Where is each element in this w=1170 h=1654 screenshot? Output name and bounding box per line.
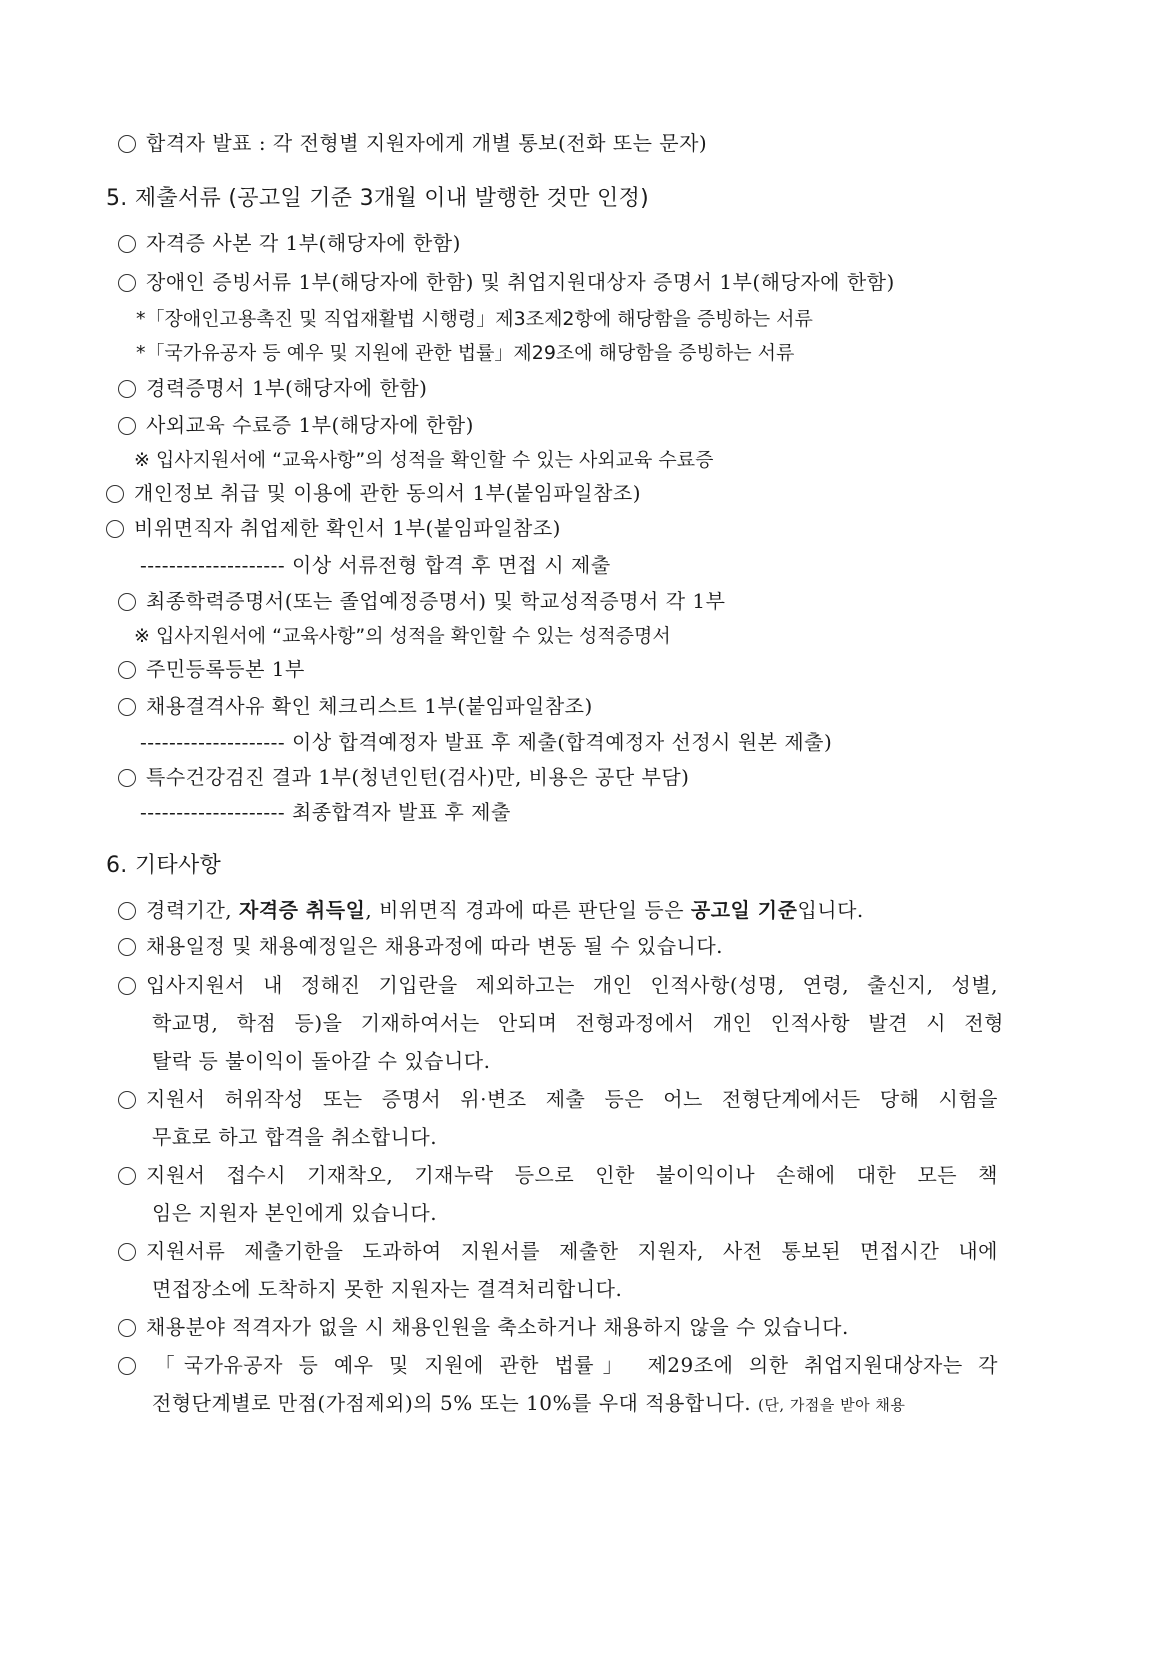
list-item-text: 특수건강검진 결과 1부(청년인턴(검사)만, 비용은 공단 부담) [146,765,690,789]
text-segment: 전형단계별로 만점(가점제외)의 5% 또는 10%를 우대 적용합니다. [152,1391,759,1415]
circle-bullet-icon [118,593,136,611]
list-item-text: 지원서류 제출기한을 도과하여 지원서를 제출한 지원자, 사전 통보된 면접시간 내에 [146,1239,998,1263]
announcement-line [118,129,707,157]
list-item [118,229,461,257]
list-item-continuation: 탈락 등 불이익이 돌아갈 수 있습니다. [152,1049,491,1073]
circle-bullet-icon [118,977,136,995]
bold-text: 자격증 취득일 [239,898,366,922]
list-item [118,932,723,960]
divider-note-interview: -------------------- 이상 서류전형 합격 후 면접 시 제출 [140,553,611,577]
divider-note-prospective: -------------------- 이상 합격예정자 발표 후 제출(합격예정자 선정시 원본 제출) [140,730,833,754]
list-item [118,1085,998,1113]
list-item [118,268,895,296]
circle-bullet-icon [118,1357,136,1375]
list-item-text: 채용결격사유 확인 체크리스트 1부(붙임파일참조) [146,694,593,718]
list-item [118,763,689,791]
circle-bullet-icon [118,1319,136,1337]
list-item-text: 사외교육 수료증 1부(해당자에 한함) [146,413,474,437]
list-item-text: 「국가유공자 등 예우 및 지원에 관한 법률」 제29조에 의한 취업지원대상자는 각 [146,1353,998,1377]
list-item-text: 채용일정 및 채용예정일은 채용과정에 따라 변동 될 수 있습니다. [146,934,724,958]
list-item-text: 지원서 허위작성 또는 증명서 위·변조 제출 등은 어느 전형단계에서든 당해 시험을 [146,1087,998,1111]
note-veterans-law: *「국가유공자 등 예우 및 지원에 관한 법률」제29조에 해당함을 증빙하는 서류 [136,342,795,364]
list-item-text: 자격증 사본 각 1부(해당자에 한함) [146,231,461,255]
list-item [118,655,305,683]
text-segment: 경력기간, [146,898,239,922]
circle-bullet-icon [106,485,124,503]
list-item [106,514,561,542]
list-item-continuation: 임은 지원자 본인에게 있습니다. [152,1201,438,1225]
list-item [106,479,641,507]
list-item [118,896,864,924]
list-item-continuation [152,1389,905,1419]
small-text: (단, 가점을 받아 채용 [758,1396,906,1414]
list-item-text: 장애인 증빙서류 1부(해당자에 한함) 및 취업지원대상자 증명서 1부(해당자에 한함) [146,270,895,294]
list-item [118,1237,998,1265]
text-segment: , 비위면직 경과에 따른 판단일 등은 [365,898,691,922]
list-item-text: 경력증명서 1부(해당자에 한함) [146,376,428,400]
list-item-text: 입사지원서 내 정해진 기입란을 제외하고는 개인 인적사항(성명, 연령, 출신지, 성별, [146,973,998,997]
list-item-text: 개인정보 취급 및 이용에 관한 동의서 1부(붙임파일참조) [134,481,642,505]
list-item [118,1313,849,1341]
section-6-heading: 6. 기타사항 [106,853,222,878]
circle-bullet-icon [106,520,124,538]
list-item [118,1351,998,1379]
circle-bullet-icon [118,1243,136,1261]
circle-bullet-icon [118,1167,136,1185]
circle-bullet-icon [118,274,136,292]
list-item-text: 비위면직자 취업제한 확인서 1부(붙임파일참조) [134,516,561,540]
list-item [118,587,725,615]
note-education-certificate: ※ 입사지원서에 “교육사항”의 성적을 확인할 수 있는 사외교육 수료증 [134,449,714,471]
list-item-text: 주민등록등본 1부 [146,657,305,681]
circle-bullet-icon [118,902,136,920]
circle-bullet-icon [118,1091,136,1109]
list-item-text: 지원서 접수시 기재착오, 기재누락 등으로 인한 불이익이나 손해에 대한 모든 책 [146,1163,998,1187]
circle-bullet-icon [118,938,136,956]
list-item [118,374,427,402]
list-item-text: 최종학력증명서(또는 졸업예정증명서) 및 학교성적증명서 각 1부 [146,589,726,613]
circle-bullet-icon [118,661,136,679]
circle-bullet-icon [118,380,136,398]
list-item-text: 채용분야 적격자가 없을 시 채용인원을 축소하거나 채용하지 않을 수 있습니다. [146,1315,849,1339]
bold-text: 공고일 기준 [690,898,798,922]
list-item [118,411,474,439]
divider-note-final: -------------------- 최종합격자 발표 후 제출 [140,800,511,824]
announcement-text: 합격자 발표 : 각 전형별 지원자에게 개별 통보(전화 또는 문자) [146,131,708,155]
circle-bullet-icon [118,135,136,153]
list-item-continuation: 학교명, 학점 등)을 기재하여서는 안되며 전형과정에서 개인 인적사항 발견 시 전형 [152,1011,1004,1035]
text-segment: 입니다. [797,898,864,922]
circle-bullet-icon [118,698,136,716]
list-item [118,971,998,999]
list-item-continuation: 면접장소에 도착하지 못한 지원자는 결격처리합니다. [152,1277,623,1301]
note-grade-certificate: ※ 입사지원서에 “교육사항”의 성적을 확인할 수 있는 성적증명서 [134,625,671,647]
list-item-continuation: 무효로 하고 합격을 취소합니다. [152,1125,438,1149]
section-5-heading: 5. 제출서류 (공고일 기준 3개월 이내 발행한 것만 인정) [106,186,650,211]
circle-bullet-icon [118,235,136,253]
list-item [118,692,593,720]
list-item [118,1161,998,1189]
note-disability-law: *「장애인고용촉진 및 직업재활법 시행령」제3조제2항에 해당함을 증빙하는 서류 [136,308,813,330]
circle-bullet-icon [118,417,136,435]
circle-bullet-icon [118,769,136,787]
